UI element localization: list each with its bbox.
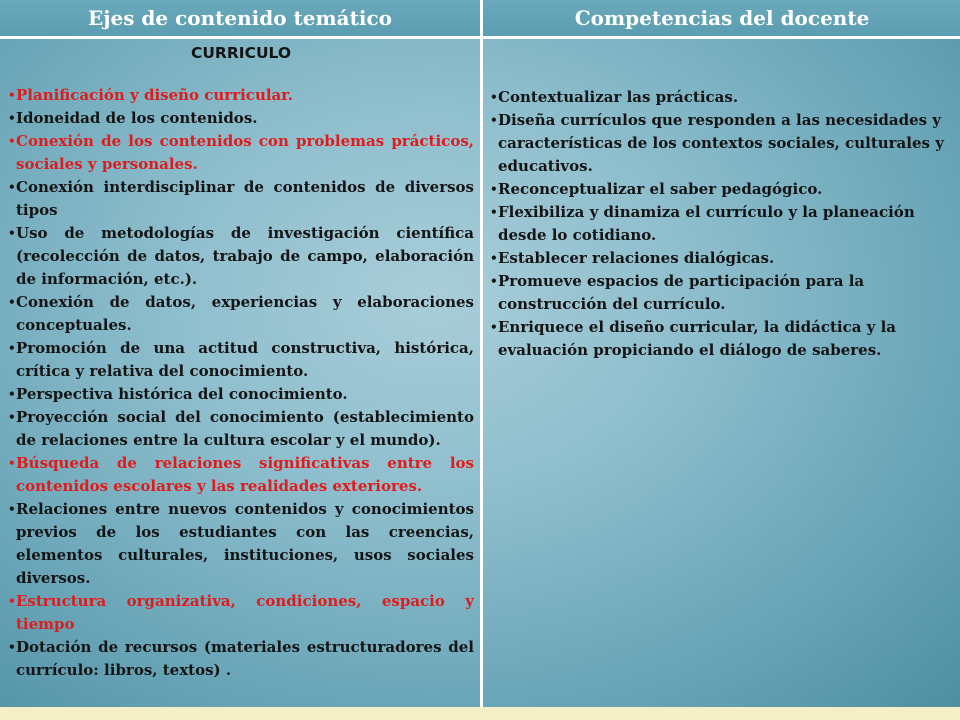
list-item: • Perspectiva histórica del conocimiento.: [8, 383, 474, 406]
right-column: [490, 86, 946, 362]
header-right-title: Competencias del docente: [574, 6, 870, 30]
header-left-title: Ejes de contenido temático: [88, 6, 392, 30]
list-item: • Conexión de los contenidos con problemas prácticos, sociales y personales.: [8, 130, 474, 176]
list-item: • Dotación de recursos (materiales estructuradores del currículo: libros, textos) .: [8, 636, 474, 682]
list-item: • Reconceptualizar el saber pedagógico.: [490, 178, 946, 201]
list-item: • Proyección social del conocimiento (establecimiento de relaciones entre la cultura escolar y el mundo).: [8, 406, 474, 452]
left-column: [8, 42, 474, 682]
list-item: • Conexión de datos, experiencias y elaboraciones conceptuales.: [8, 291, 474, 337]
list-item: • Planificación y diseño curricular.: [8, 84, 474, 107]
list-item: • Flexibiliza y dinamiza el currículo y la planeación desde lo cotidiano.: [490, 201, 946, 247]
list-item: • Uso de metodologías de investigación científica (recolección de datos, trabajo de campo, elaboración de información, etc.).: [8, 222, 474, 291]
list-item: • Promoción de una actitud constructiva, histórica, crítica y relativa del conocimiento.: [8, 337, 474, 383]
list-item: • Búsqueda de relaciones significativas entre los contenidos escolares y las realidades exteriores.: [8, 452, 474, 498]
right-column-list: [490, 86, 946, 362]
left-column-list: [8, 84, 474, 682]
list-item: • Conexión interdisciplinar de contenidos de diversos tipos: [8, 176, 474, 222]
list-item: • Relaciones entre nuevos contenidos y conocimientos previos de los estudiantes con las creencias, elementos culturales, instituciones, usos sociales diversos.: [8, 498, 474, 590]
list-item: • Diseña currículos que responden a las necesidades y características de los contextos sociales, culturales y educativos.: [490, 109, 946, 178]
list-item: • Contextualizar las prácticas.: [490, 86, 946, 109]
list-item: • Promueve espacios de participación para la construcción del currículo.: [490, 270, 946, 316]
left-column-title: CURRICULO: [190, 44, 292, 62]
list-item: • Idoneidad de los contenidos.: [8, 107, 474, 130]
list-item: • Establecer relaciones dialógicas.: [490, 247, 946, 270]
list-item: • Enriquece el diseño curricular, la didáctica y la evaluación propiciando el diálogo de saberes.: [490, 316, 946, 362]
column-divider: [480, 0, 483, 707]
bottom-strip: [0, 707, 960, 720]
list-item: • Estructura organizativa, condiciones, espacio y tiempo: [8, 590, 474, 636]
